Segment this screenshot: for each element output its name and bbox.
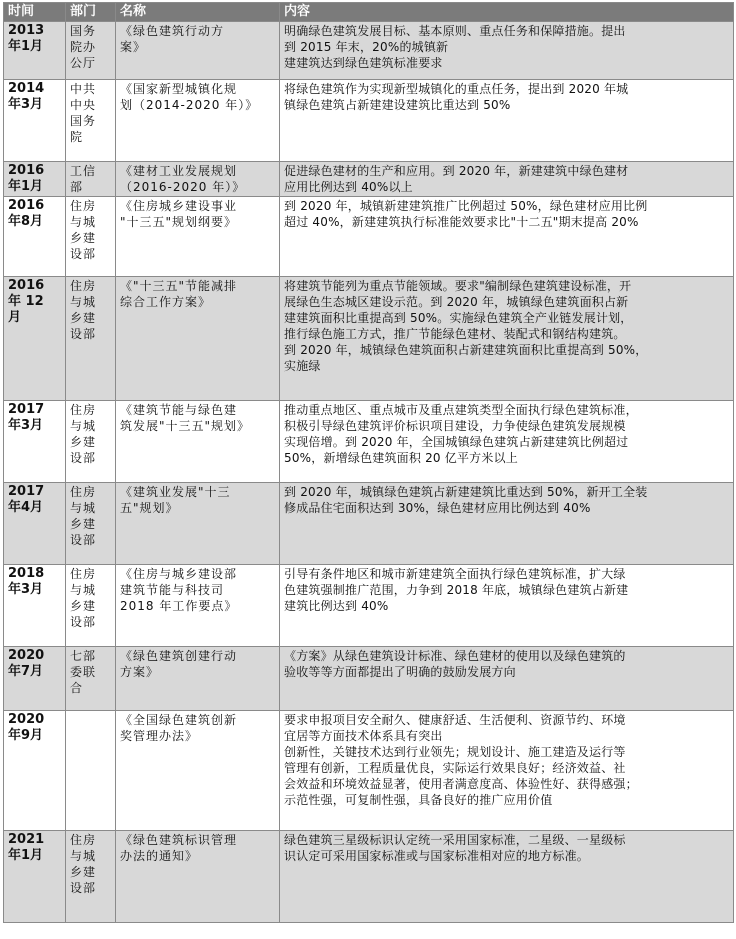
dept-text-line: 与城	[70, 215, 97, 229]
dept-text-line: 七部	[70, 649, 97, 663]
date-text-line: 月	[8, 310, 22, 325]
table-row	[4, 162, 734, 197]
cell-name	[116, 831, 280, 923]
table-row	[4, 647, 734, 711]
content-text-line: 推行绿色施工方式，推广节能绿色建材、装配式和钢结构建筑。	[284, 327, 626, 341]
date-text-line: 2016	[8, 163, 45, 178]
name-text-line: 《绿色建筑创建行动	[120, 649, 238, 663]
name-text-line: "十三五"规划纲要》	[120, 215, 238, 229]
content-text-line: 将绿色建筑作为实现新型城镇化的重点任务，提出到 2020 年城	[284, 82, 629, 96]
name-text-line: 《住房与城乡建设部	[120, 567, 238, 581]
name-text-line: 《绿色建筑行动方	[120, 24, 225, 38]
name-text-line: 奖管理办法》	[120, 729, 199, 743]
dept-text-line: 与城	[70, 419, 97, 433]
dept-text-line: 设部	[70, 247, 97, 261]
content-text-line: 创新性，关键技术达到行业领先；规划设计、施工建造及运行等	[284, 745, 626, 759]
content-text-line: 绿色建筑三星级标识认定统一采用国家标准，二星级、一星级标	[284, 833, 626, 847]
name-text-line: 五"规划》	[120, 501, 179, 515]
content-text-line: 50%，新增绿色建筑面积 20 亿平方米以上	[284, 451, 518, 465]
table-row	[4, 711, 734, 831]
date-text-line: 年1月	[8, 848, 44, 863]
dept-text-line: 乡建	[70, 865, 97, 879]
content-text-line: 到 2015 年末，20%的城镇新	[284, 40, 449, 54]
header-date: 时间	[4, 3, 66, 22]
dept-text-line: 设部	[70, 615, 97, 629]
cell-content	[280, 197, 734, 277]
dept-text-line: 乡建	[70, 435, 97, 449]
table-row	[4, 80, 734, 162]
name-text-line: 方案》	[120, 665, 160, 679]
dept-text-line: 住房	[70, 485, 97, 499]
dept-text-line: 住房	[70, 403, 97, 417]
content-text-line: 积极引导绿色建筑评价标识项目建设，力争使绿色建筑发展规模	[284, 419, 626, 433]
content-text-line: 实施绿	[284, 359, 321, 373]
dept-text-line: 中共	[70, 82, 97, 96]
date-text-line: 2014	[8, 81, 45, 96]
cell-dept	[66, 831, 116, 923]
table-row	[4, 401, 734, 483]
cell-dept	[66, 401, 116, 483]
date-text-line: 年9月	[8, 728, 44, 743]
cell-date	[4, 197, 66, 277]
cell-dept	[66, 647, 116, 711]
dept-text-line: 设部	[70, 327, 97, 341]
cell-name	[116, 565, 280, 647]
policy-table	[3, 2, 734, 923]
dept-text-line: 与城	[70, 295, 97, 309]
cell-name	[116, 277, 280, 401]
date-text-line: 年4月	[8, 500, 44, 515]
content-text-line: 到 2020 年，城镇绿色建筑面积占新建建筑面积比重提高到 50%，	[284, 343, 648, 357]
table-row	[4, 483, 734, 565]
content-text-line: 实现倍增。到 2020 年，全国城镇绿色建筑占新建建筑比例超过	[284, 435, 629, 449]
content-text-line: 要求申报项目安全耐久、健康舒适、生活便利、资源节约、环境	[284, 713, 626, 727]
cell-content	[280, 80, 734, 162]
cell-date	[4, 565, 66, 647]
dept-text-line: 与城	[70, 583, 97, 597]
cell-date	[4, 401, 66, 483]
date-text-line: 2016	[8, 198, 45, 213]
dept-text-line: 国务	[70, 114, 97, 128]
name-text-line: 《国家新型城镇化规	[120, 82, 238, 96]
content-text-line: 示范性强，可复制性强，具备良好的推广应用价值	[284, 793, 553, 807]
cell-dept	[66, 565, 116, 647]
content-text-line: 将建筑节能列为重点节能领域。要求"编制绿色建筑建设标准，开	[284, 279, 632, 293]
date-text-line: 年3月	[8, 97, 44, 112]
date-text-line: 年3月	[8, 418, 44, 433]
cell-date	[4, 162, 66, 197]
dept-text-line: 住房	[70, 833, 97, 847]
table-row	[4, 277, 734, 401]
table-body	[4, 22, 734, 923]
content-text-line: 宜居等方面技术体系具有突出	[284, 729, 443, 743]
cell-name	[116, 711, 280, 831]
cell-date	[4, 22, 66, 80]
cell-content	[280, 565, 734, 647]
table-row	[4, 565, 734, 647]
dept-text-line: 与城	[70, 849, 97, 863]
cell-content	[280, 401, 734, 483]
date-text-line: 年7月	[8, 664, 44, 679]
cell-name	[116, 197, 280, 277]
date-text-line: 2013	[8, 23, 45, 38]
content-text-line: 镇绿色建筑占新建建设建筑比重达到 50%	[284, 98, 511, 112]
content-text-line: 管理有创新，工程质量优良，实际运行效果良好；经济效益、社	[284, 761, 626, 775]
cell-content	[280, 22, 734, 80]
header-row	[4, 3, 734, 22]
cell-name	[116, 647, 280, 711]
cell-content	[280, 162, 734, 197]
date-text-line: 2018	[8, 566, 45, 581]
content-text-line: 《方案》从绿色建筑设计标准、绿色建材的使用以及绿色建筑的	[284, 649, 626, 663]
content-text-line: 到 2020 年，城镇新建建筑推广比例超过 50%，绿色建材应用比例	[284, 199, 648, 213]
date-text-line: 年3月	[8, 582, 44, 597]
cell-name	[116, 162, 280, 197]
cell-date	[4, 831, 66, 923]
dept-text-line: 委联	[70, 665, 97, 679]
date-text-line: 2016	[8, 278, 45, 293]
dept-text-line: 公厅	[70, 56, 97, 70]
date-text-line: 2021	[8, 832, 45, 847]
content-text-line: 明确绿色建筑发展目标、基本原则、重点任务和保障措施。提出	[284, 24, 626, 38]
content-text-line: 识认定可采用国家标准或与国家标准相对应的地方标准。	[284, 849, 590, 863]
name-text-line: 《建筑节能与绿色建	[120, 403, 238, 417]
cell-date	[4, 277, 66, 401]
cell-content	[280, 483, 734, 565]
content-text-line: 促进绿色建材的生产和应用。到 2020 年，新建建筑中绿色建材	[284, 164, 629, 178]
content-text-line: 超过 40%，新建建筑执行标准能效要求比"十二五"期末提高 20%	[284, 215, 639, 229]
cell-content	[280, 711, 734, 831]
dept-text-line: 中央	[70, 98, 97, 112]
cell-name	[116, 22, 280, 80]
name-text-line: 筑发展"十三五"规划》	[120, 419, 251, 433]
content-text-line: 建筑比例达到 40%	[284, 599, 389, 613]
dept-text-line: 合	[70, 681, 84, 695]
name-text-line: 《住房城乡建设事业	[120, 199, 238, 213]
cell-date	[4, 483, 66, 565]
cell-date	[4, 80, 66, 162]
cell-content	[280, 277, 734, 401]
date-text-line: 年 12	[8, 294, 44, 309]
dept-text-line: 工信	[70, 164, 97, 178]
content-text-line: 推动重点地区、重点城市及重点建筑类型全面执行绿色建筑标准，	[284, 403, 638, 417]
date-text-line: 2017	[8, 484, 45, 499]
name-text-line: 《绿色建筑标识管理	[120, 833, 238, 847]
dept-text-line: 住房	[70, 567, 97, 581]
table-row	[4, 22, 734, 80]
dept-text-line: 住房	[70, 279, 97, 293]
content-text-line: 验收等等方面都提出了明确的鼓励发展方向	[284, 665, 516, 679]
content-text-line: 展绿色生态城区建设示范。到 2020 年，城镇绿色建筑面积占新	[284, 295, 629, 309]
cell-dept	[66, 22, 116, 80]
content-text-line: 会效益和环境效益显著，使用者满意度高、体验性好、获得感强；	[284, 777, 638, 791]
date-text-line: 年1月	[8, 39, 44, 54]
name-text-line: 《"十三五"节能减排	[120, 279, 238, 293]
cell-dept	[66, 197, 116, 277]
content-text-line: 修成品住宅面积达到 30%，绿色建材应用比例达到 40%	[284, 501, 591, 515]
name-text-line: 办法的通知》	[120, 849, 199, 863]
name-text-line: 《全国绿色建筑创新	[120, 713, 238, 727]
date-text-line: 2020	[8, 648, 45, 663]
dept-text-line: 住房	[70, 199, 97, 213]
name-text-line: 划（2014-2020 年）》	[120, 98, 259, 112]
cell-dept	[66, 711, 116, 831]
name-text-line: 综合工作方案》	[120, 295, 212, 309]
cell-content	[280, 831, 734, 923]
dept-text-line: 院办	[70, 40, 97, 54]
name-text-line: 案》	[120, 40, 147, 54]
date-text-line: 2017	[8, 402, 45, 417]
name-text-line: （2016-2020 年）》	[120, 180, 246, 194]
header-content: 内容	[280, 3, 734, 22]
header-name: 名称	[116, 3, 280, 22]
date-text-line: 年1月	[8, 179, 44, 194]
cell-content	[280, 647, 734, 711]
content-text-line: 应用比例达到 40%以上	[284, 180, 413, 194]
content-text-line: 建建筑面积比重提高到 50%。实施绿色建筑全产业链发展计划，	[284, 311, 633, 325]
dept-text-line: 设部	[70, 451, 97, 465]
cell-dept	[66, 277, 116, 401]
cell-name	[116, 80, 280, 162]
cell-dept	[66, 80, 116, 162]
table-row	[4, 197, 734, 277]
content-text-line: 建建筑达到绿色建筑标准要求	[284, 56, 443, 70]
content-text-line: 色建筑强制推广范围，力争到 2018 年底，城镇绿色建筑占新建	[284, 583, 629, 597]
cell-name	[116, 401, 280, 483]
dept-text-line: 院	[70, 130, 84, 144]
date-text-line: 年8月	[8, 214, 44, 229]
cell-dept	[66, 162, 116, 197]
dept-text-line: 设部	[70, 881, 97, 895]
dept-text-line: 设部	[70, 533, 97, 547]
name-text-line: 2018 年工作要点》	[120, 599, 238, 613]
content-text-line: 到 2020 年，城镇绿色建筑占新建建筑比重达到 50%，新开工全装	[284, 485, 648, 499]
name-text-line: 《建筑业发展"十三	[120, 485, 231, 499]
dept-text-line: 国务	[70, 24, 97, 38]
name-text-line: 建筑节能与科技司	[120, 583, 225, 597]
cell-name	[116, 483, 280, 565]
header-dept: 部门	[66, 3, 116, 22]
table-row	[4, 831, 734, 923]
name-text-line: 《建材工业发展规划	[120, 164, 238, 178]
dept-text-line: 乡建	[70, 599, 97, 613]
dept-text-line: 乡建	[70, 311, 97, 325]
cell-date	[4, 647, 66, 711]
dept-text-line: 乡建	[70, 231, 97, 245]
cell-date	[4, 711, 66, 831]
content-text-line: 引导有条件地区和城市新建建筑全面执行绿色建筑标准，扩大绿	[284, 567, 626, 581]
dept-text-line: 部	[70, 180, 84, 194]
dept-text-line: 乡建	[70, 517, 97, 531]
dept-text-line: 与城	[70, 501, 97, 515]
date-text-line: 2020	[8, 712, 45, 727]
cell-dept	[66, 483, 116, 565]
